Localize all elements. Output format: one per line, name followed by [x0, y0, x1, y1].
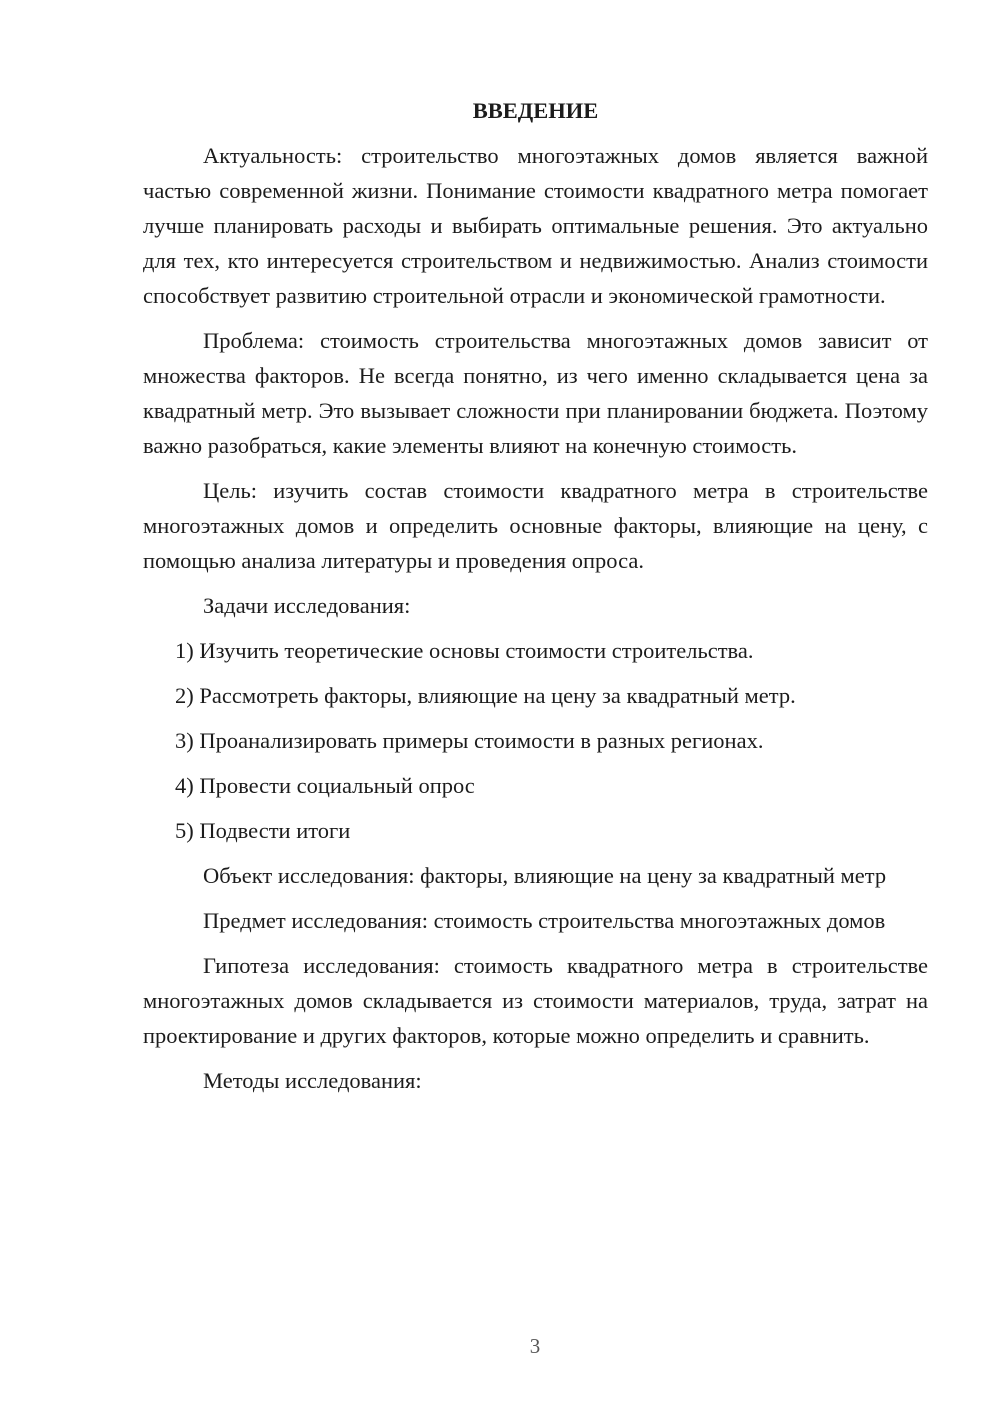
page-content — [143, 96, 928, 1108]
tasks-list — [143, 633, 928, 848]
relevance-paragraph: Актуальность: строительство многоэтажных домов является важной частью современной жизни. Понимание стоимости квадратного метра помогает лучше планировать расходы и выбирать оптимальные решения. Это актуально для тех, кто интересуется строительством и недвижимостью. Анализ стоимости способствует развитию строительной отрасли и экономической грамотности. — [143, 143, 928, 308]
list-item: 2) Рассмотреть факторы, влияющие на цену за квадратный метр. — [175, 683, 796, 708]
page-title: ВВЕДЕНИЕ — [472, 98, 599, 123]
methods-heading: Методы исследования: — [203, 1068, 422, 1093]
list-item: 5) Подвести итоги — [175, 818, 351, 843]
problem-paragraph: Проблема: стоимость строительства многоэтажных домов зависит от множества факторов. Не всегда понятно, из чего именно складывается цена за квадратный метр. Это вызывает сложности при планировании бюджета. Поэтому важно разобраться, какие элементы влияют на конечную стоимость. — [143, 328, 928, 458]
tasks-heading: Задачи исследования: — [203, 593, 411, 618]
list-item: 4) Провести социальный опрос — [175, 773, 475, 798]
hypothesis-paragraph: Гипотеза исследования: стоимость квадратного метра в строительстве многоэтажных домов складывается из стоимости материалов, труда, затрат на проектирование и других факторов, которые можно определить и сравнить. — [143, 953, 928, 1048]
page-number: 3 — [529, 1334, 541, 1358]
list-item: 3) Проанализировать примеры стоимости в разных регионах. — [175, 728, 764, 753]
list-item: 1) Изучить теоретические основы стоимости строительства. — [175, 638, 754, 663]
object-paragraph: Объект исследования: факторы, влияющие на цену за квадратный метр — [203, 863, 887, 888]
goal-paragraph: Цель: изучить состав стоимости квадратного метра в строительстве многоэтажных домов и определить основные факторы, влияющие на цену, с помощью анализа литературы и проведения опроса. — [143, 478, 928, 573]
subject-paragraph: Предмет исследования: стоимость строительства многоэтажных домов — [203, 908, 886, 933]
